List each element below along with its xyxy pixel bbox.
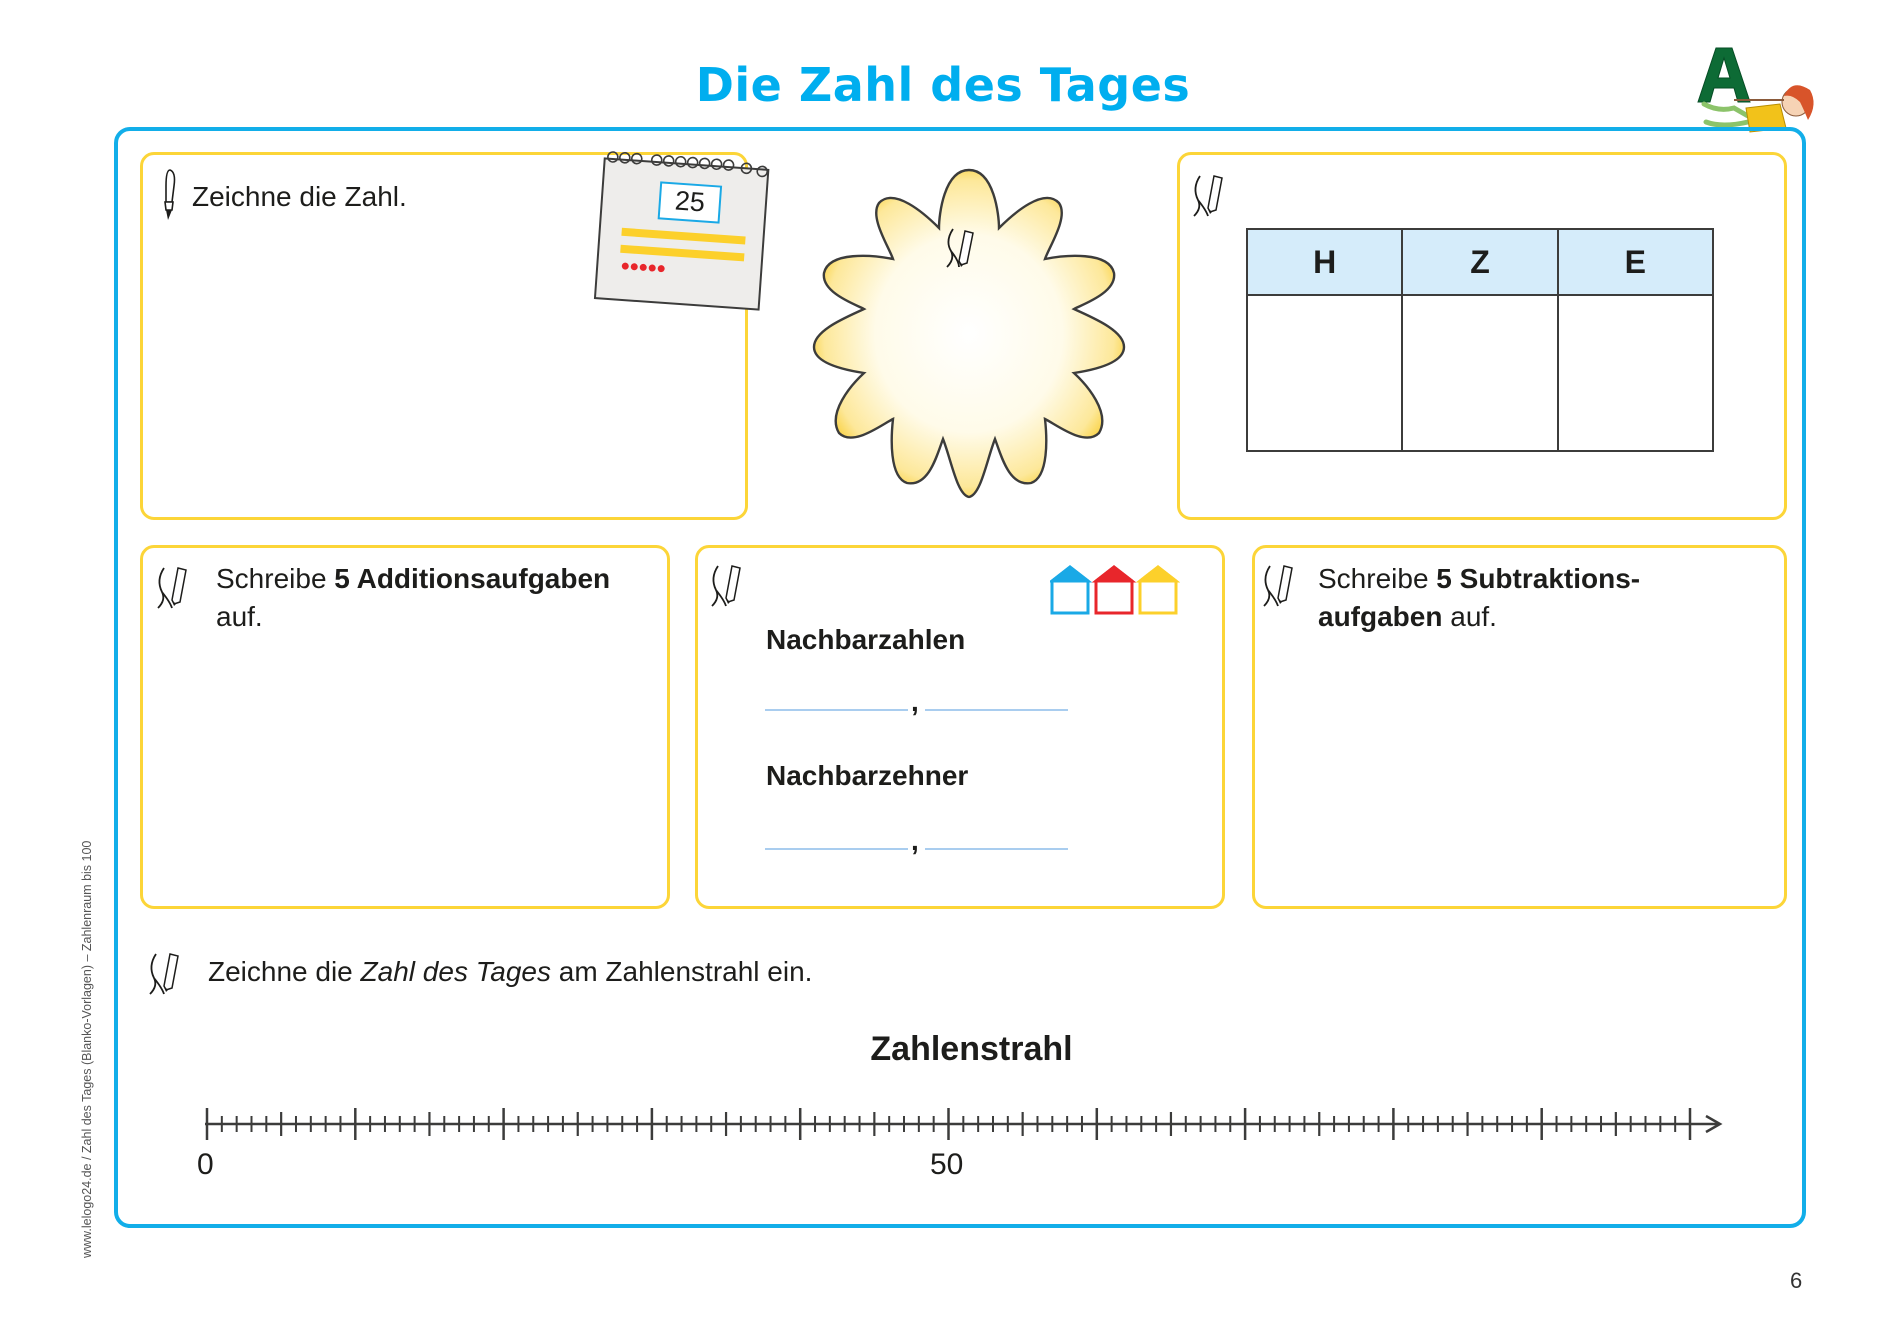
handwriting-pencil-icon	[1190, 172, 1230, 218]
subtraction-instruction: Schreibe 5 Subtraktions- aufgaben auf.	[1318, 563, 1641, 632]
draw-number-instruction: Zeichne die Zahl.	[192, 181, 407, 212]
neighbor-number-lower-input[interactable]	[765, 709, 908, 711]
letter-a-mascot-icon	[1688, 42, 1828, 134]
brush-icon	[156, 168, 182, 222]
page-title: Die Zahl des Tages	[695, 58, 1191, 112]
handwriting-pencil-icon	[1260, 562, 1300, 608]
header-ones: E	[1558, 229, 1713, 295]
flower-shape-icon[interactable]	[784, 160, 1154, 510]
neighbor-ten-lower-input[interactable]	[765, 848, 908, 850]
cell-ones[interactable]	[1558, 295, 1713, 451]
place-value-table	[1246, 228, 1714, 452]
tick-label-50: 50	[930, 1148, 964, 1181]
source-note: www.lelogo24.de / Zahl des Tages (Blanko-Vorlagen) – Zahlenraum bis 100	[80, 840, 94, 1258]
separator-comma: ,	[911, 825, 919, 856]
number-line[interactable]	[190, 1100, 1740, 1160]
cell-hundreds[interactable]	[1247, 295, 1402, 451]
addition-instruction: Schreibe 5 Additionsaufgaben auf.	[216, 563, 611, 632]
neighbor-numbers-label: Nachbarzahlen	[766, 624, 966, 655]
tick-label-0: 0	[197, 1148, 214, 1181]
number-line-instruction: Zeichne die Zahl des Tages am Zahlenstrahl ein.	[208, 956, 813, 987]
place-value-houses-icon	[1050, 563, 1180, 615]
header-hundreds: H	[1247, 229, 1402, 295]
calendar-icon	[587, 144, 778, 314]
header-tens: Z	[1402, 229, 1557, 295]
neighbor-ten-upper-input[interactable]	[925, 848, 1068, 850]
neighbor-tens-label: Nachbarzehner	[766, 760, 969, 791]
calendar-number: 25	[673, 185, 706, 218]
handwriting-pencil-icon	[708, 562, 748, 608]
handwriting-pencil-icon	[146, 950, 186, 996]
neighbor-number-upper-input[interactable]	[925, 709, 1068, 711]
cell-tens[interactable]	[1402, 295, 1557, 451]
separator-comma: ,	[911, 686, 919, 717]
handwriting-pencil-icon	[154, 564, 194, 610]
page-number: 6	[1790, 1268, 1803, 1293]
number-line-title: Zahlenstrahl	[870, 1030, 1073, 1068]
